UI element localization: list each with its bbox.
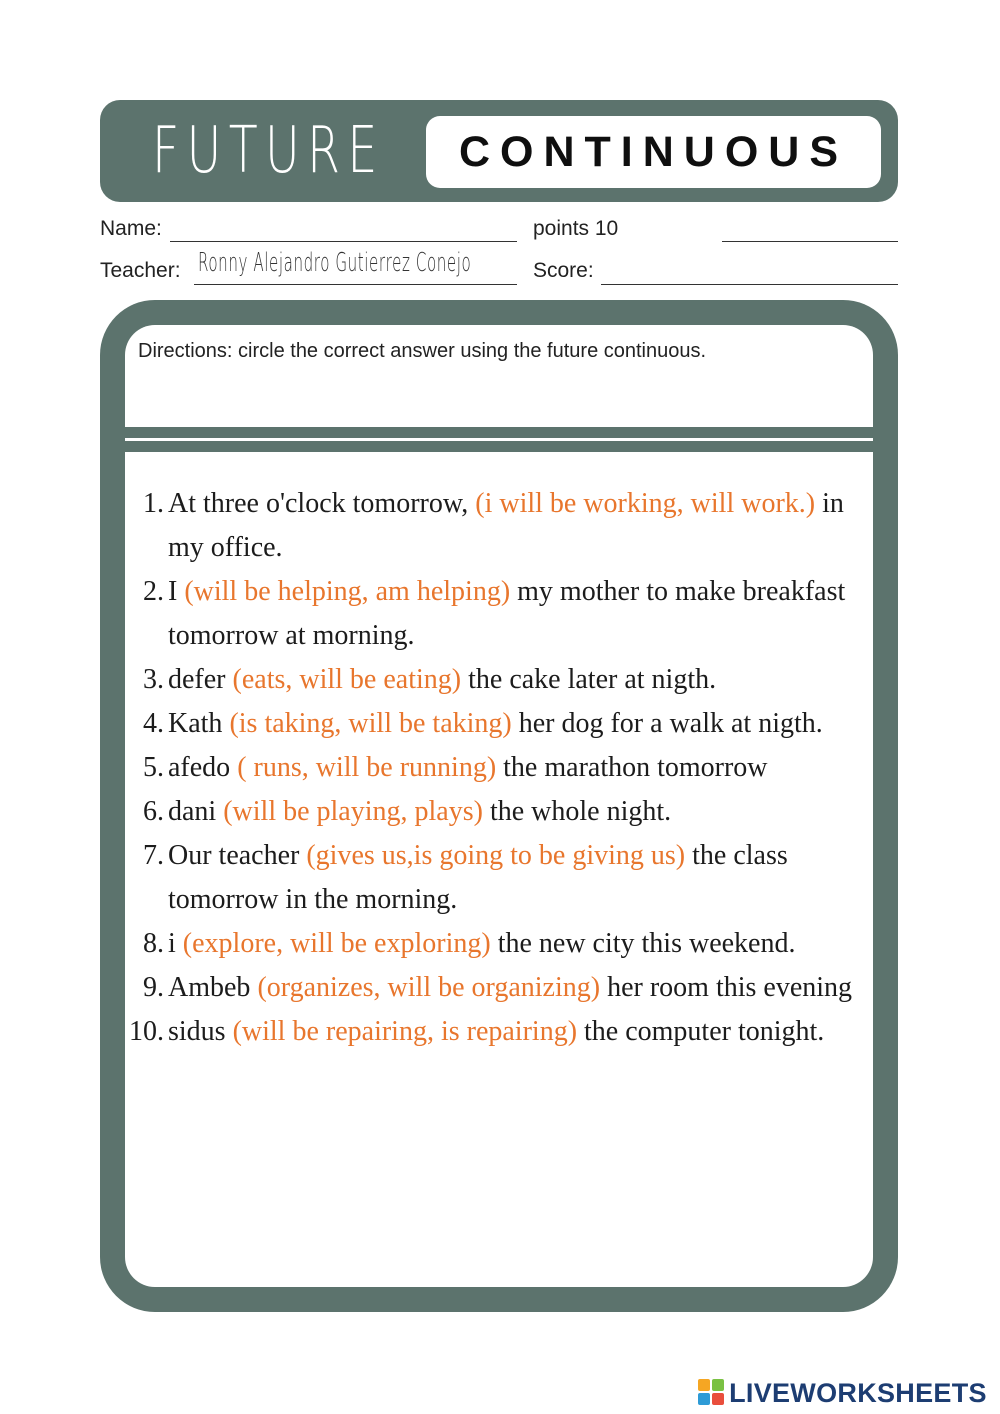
question-text-after: the marathon tomorrow bbox=[496, 752, 768, 783]
question-text-before: At three o'clock tomorrow, bbox=[168, 488, 476, 519]
question-number: 4. bbox=[143, 708, 164, 739]
answer-options[interactable]: (will be helping, am helping) bbox=[184, 576, 511, 607]
question-number: 1. bbox=[143, 488, 164, 519]
answer-options[interactable]: (explore, will be exploring) bbox=[182, 928, 491, 959]
question-text-before: afedo bbox=[168, 752, 238, 783]
question-text-before: Kath bbox=[168, 708, 230, 739]
question-item bbox=[116, 570, 856, 658]
points-label: points 10 bbox=[533, 217, 619, 240]
teacher-name: Ronny Alejandro Gutierrez Conejo bbox=[198, 248, 472, 278]
question-text-before: sidus bbox=[168, 1016, 233, 1047]
question-item bbox=[116, 790, 856, 834]
title-future: FUTURE bbox=[152, 114, 385, 188]
teacher-line bbox=[194, 284, 517, 285]
answer-options[interactable]: (gives us,is going to be giving us) bbox=[306, 840, 686, 871]
question-text-after: the computer tonight. bbox=[577, 1016, 825, 1047]
question-number: 10. bbox=[129, 1016, 164, 1047]
score-line bbox=[601, 284, 898, 285]
liveworksheets-logo[interactable] bbox=[698, 1378, 987, 1410]
answer-options[interactable]: (organizes, will be organizing) bbox=[257, 972, 601, 1003]
title-continuous: CONTINUOUS bbox=[426, 116, 881, 188]
question-list bbox=[116, 482, 856, 1054]
question-item bbox=[116, 1010, 856, 1054]
question-text-before: I bbox=[168, 576, 185, 607]
question-item bbox=[116, 834, 856, 922]
question-text-before: i bbox=[168, 928, 183, 959]
question-item bbox=[116, 658, 856, 702]
question-text-after: in my office. bbox=[168, 488, 844, 563]
question-number: 8. bbox=[143, 928, 164, 959]
name-label: Name: bbox=[100, 217, 162, 240]
question-text-before: dani bbox=[168, 796, 224, 827]
question-number: 9. bbox=[143, 972, 164, 1003]
question-text-after: the class tomorrow in the morning. bbox=[168, 840, 788, 915]
question-text-after: her dog for a walk at nigth. bbox=[511, 708, 823, 739]
question-number: 3. bbox=[143, 664, 164, 695]
question-number: 2. bbox=[143, 576, 164, 607]
liveworksheets-icon bbox=[698, 1379, 724, 1405]
question-item bbox=[116, 482, 856, 570]
question-text-after: her room this evening bbox=[600, 972, 853, 1003]
name-line[interactable] bbox=[170, 241, 517, 242]
question-text-after: my mother to make breakfast tomorrow at morning. bbox=[168, 576, 846, 651]
directions-text: Directions: circle the correct answer using the future continuous. bbox=[138, 340, 707, 362]
teacher-label: Teacher: bbox=[100, 259, 181, 282]
question-text-before: defer bbox=[168, 664, 233, 695]
answer-options[interactable]: (i will be working, will work.) bbox=[475, 488, 816, 519]
points-line bbox=[722, 241, 898, 242]
answer-options[interactable]: (is taking, will be taking) bbox=[229, 708, 512, 739]
question-number: 5. bbox=[143, 752, 164, 783]
question-number: 7. bbox=[143, 840, 164, 871]
question-item bbox=[116, 922, 856, 966]
question-text-after: the whole night. bbox=[482, 796, 672, 827]
question-text-after: the new city this weekend. bbox=[490, 928, 796, 959]
title-banner bbox=[100, 100, 898, 202]
question-number: 6. bbox=[143, 796, 164, 827]
question-text-before: Our teacher bbox=[168, 840, 307, 871]
question-item bbox=[116, 746, 856, 790]
question-item bbox=[116, 966, 856, 1010]
answer-options[interactable]: (will be repairing, is repairing) bbox=[232, 1016, 578, 1047]
brand-name: LIVEWORKSHEETS bbox=[729, 1378, 987, 1408]
answer-options[interactable]: (eats, will be eating) bbox=[232, 664, 462, 695]
score-label: Score: bbox=[533, 259, 594, 282]
answer-options[interactable]: (will be playing, plays) bbox=[223, 796, 483, 827]
answer-options[interactable]: ( runs, will be running) bbox=[237, 752, 497, 783]
question-text-after: the cake later at nigth. bbox=[461, 664, 717, 695]
divider-stripe bbox=[125, 438, 873, 441]
question-item bbox=[116, 702, 856, 746]
question-text-before: Ambeb bbox=[168, 972, 258, 1003]
